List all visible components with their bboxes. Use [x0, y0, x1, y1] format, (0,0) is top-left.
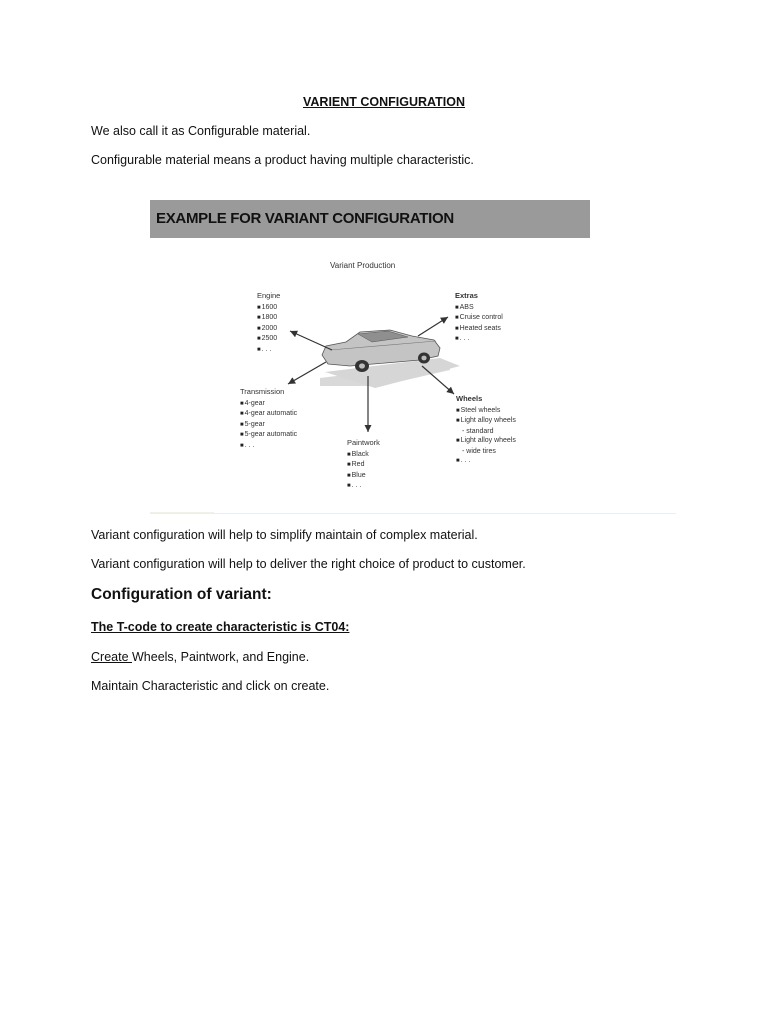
figure-banner-text: EXAMPLE FOR VARIANT CONFIGURATION [156, 210, 454, 227]
paintwork-item: ■ . . . [347, 481, 380, 492]
extras-item: ■ Heated seats [455, 324, 503, 335]
section-heading: Configuration of variant: [91, 586, 272, 603]
transmission-item: ■ 5-gear [240, 420, 297, 431]
engine-item: ■ 1600 [257, 303, 280, 314]
paintwork-item: ■ Blue [347, 471, 380, 482]
transmission-title: Transmission [240, 387, 285, 396]
extras-title: Extras [455, 291, 478, 300]
extras-item: ■ . . . [455, 334, 503, 345]
tcode-line: The T-code to create characteristic is CT04: [91, 620, 350, 634]
transmission-item: ■ . . . [240, 441, 297, 452]
create-word: Create [91, 650, 132, 664]
wheels-item: ■ Light alloy wheels [456, 436, 516, 447]
transmission-item: ■ 4-gear automatic [240, 409, 297, 420]
engine-group [257, 291, 280, 355]
benefit-line-2: Variant configuration will help to deliver the right choice of product to customer. [91, 557, 526, 571]
transmission-group [240, 387, 297, 451]
engine-title: Engine [257, 291, 281, 300]
document-title: VARIENT CONFIGURATION [302, 95, 466, 109]
wheels-subitem: - standard [462, 427, 494, 435]
maintain-line: Maintain Characteristic and click on create. [91, 679, 330, 693]
arrow-extras [418, 317, 448, 336]
wheels-item: ■ Light alloy wheels [456, 416, 516, 427]
transmission-item: ■ 5-gear automatic [240, 430, 297, 441]
intro-line-1: We also call it as Configurable material. [91, 124, 311, 138]
wheels-subitem: - wide tires [462, 447, 496, 455]
engine-item: ■ . . . [257, 345, 280, 356]
create-rest: Wheels, Paintwork, and Engine. [132, 650, 310, 664]
paintwork-item: ■ Red [347, 460, 380, 471]
paintwork-item: ■ Black [347, 450, 380, 461]
create-line [91, 649, 309, 665]
extras-item: ■ ABS [455, 303, 503, 314]
extras-group [455, 291, 503, 345]
paintwork-group [347, 438, 380, 492]
engine-item: ■ 2000 [257, 324, 280, 335]
wheels-item: ■ . . . [456, 456, 516, 467]
engine-item: ■ 2500 [257, 334, 280, 345]
extras-item: ■ Cruise control [455, 313, 503, 324]
wheels-item: ■ Steel wheels [456, 406, 516, 417]
wheels-title: Wheels [456, 394, 483, 403]
engine-item: ■ 1800 [257, 313, 280, 324]
figure-separator [150, 513, 676, 514]
transmission-item: ■ 4-gear [240, 399, 297, 410]
variant-configuration-figure [150, 200, 590, 500]
wheels-group [456, 394, 516, 467]
figure-caption: Variant Production [330, 261, 396, 270]
arrow-engine [290, 331, 332, 350]
intro-line-2: Configurable material means a product having multiple characteristic. [91, 153, 474, 167]
paintwork-title: Paintwork [347, 438, 380, 447]
benefit-line-1: Variant configuration will help to simplify maintain of complex material. [91, 528, 478, 542]
